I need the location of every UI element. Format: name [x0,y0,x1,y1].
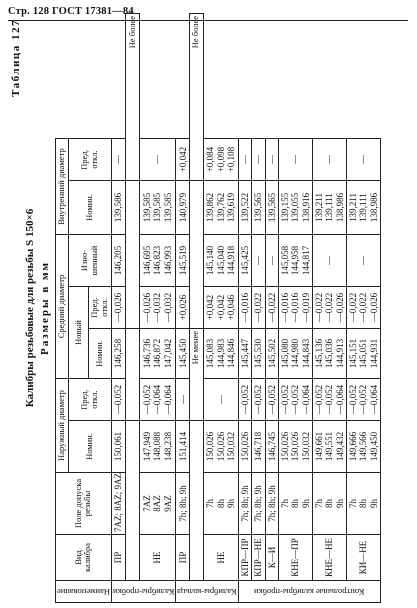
field-cell [111,473,125,535]
inner-nom-cell-value: 139,762 [215,192,226,223]
inner-dev-cell [238,138,251,180]
mid-dev-cell-value: —0,022 [314,292,324,323]
inner-dev-cell-value: — [152,154,163,164]
mid-dev-cell [252,287,265,329]
kind-cell: НЕ [139,535,175,581]
limit-row [126,14,140,603]
outer-dev-cell-value: —0,052 [358,384,369,415]
outer-nom-cell-value: 148,238 [162,431,173,462]
table-row [176,14,190,603]
worn-cell-value: 144,817 [300,245,311,276]
col-field: Поле допуска резьбы [56,473,112,535]
mid-dev-cell-value: —0,032 [162,292,173,323]
inner-nom-cell-value: 138,986 [368,192,379,223]
col-new: Новый [68,287,89,379]
outer-nom-cell [278,421,312,473]
worn-cell [278,234,312,286]
mid-nom-cell [278,329,312,379]
table-label: Таблица 127 [10,19,22,97]
group-label: Контрольные калибры-пробки [254,587,365,598]
table-body [111,14,380,603]
limit-ne-menee: Не менее [190,329,203,421]
outer-nom-cell-value: 149,432 [334,431,345,462]
inner-dev-cell [278,138,312,180]
inner-nom-cell-value: 139,585 [152,192,163,223]
table-row [139,14,175,603]
inner-dev-cell [252,138,265,180]
inner-nom-cell [238,180,251,234]
outer-nom-cell-value: 146,718 [253,431,264,462]
inner-nom-cell-value: 139,585 [142,192,153,223]
outer-nom-cell-value: 146,745 [266,431,277,462]
field-cell [278,473,312,535]
inner-nom-cell-value: 139,211 [314,193,324,222]
table-row [111,14,125,603]
mid-dev-cell [203,287,238,329]
col-worn: Изношенный [68,234,111,286]
table-row [203,14,238,603]
kind-cell: ПР [176,535,190,581]
mid-nom-cell-value: 146,872 [152,338,163,369]
worn-cell-value: 145,519 [177,245,188,276]
inner-dev-cell-value: — [253,154,264,164]
mid-nom-cell-value: 144,846 [225,338,236,369]
outer-dev-cell [278,379,312,421]
table-row [347,14,381,603]
mid-dev-cell-value: —0,016 [239,292,250,323]
worn-cell [111,234,125,286]
field-cell [252,473,265,535]
outer-dev-cell-value: —0,052 [239,384,250,415]
outer-dev-cell-value: —0,064 [300,384,311,415]
outer-nom-cell [203,421,238,473]
worn-cell-value: 145,058 [279,245,290,276]
worn-cell [238,234,251,286]
mid-nom-cell-value: 145,083 [205,338,216,369]
table-head [56,14,112,603]
outer-nom-cell [265,421,278,473]
mid-dev-cell-value: +0,042 [215,294,226,321]
inner-dev-cell-value: — [266,154,277,164]
inner-dev-cell-value: — [358,154,369,164]
inner-dev-cell-value: — [113,154,124,164]
inner-dev-cell-value: +0,108 [225,146,236,173]
group-label: Калибры-пробки [112,587,175,598]
field-cell [313,473,347,535]
mid-nom-cell-value: 145,051 [358,338,369,369]
inner-dev-cell-value: +0,084 [205,146,216,173]
limit-row [190,14,203,603]
field-cell-value: 7h; 8h; 9h [266,485,277,522]
worn-cell-value: — [253,256,264,265]
outer-dev-cell-value: —0,064 [368,384,379,415]
outer-nom-cell-value: 147,949 [142,431,153,462]
outer-nom-cell [139,421,175,473]
mid-nom-cell-value: 144,980 [290,338,301,369]
field-cell-value: 9h [334,499,345,508]
mid-nom-cell [111,329,125,379]
outer-nom-cell [313,421,347,473]
field-cell [238,473,251,535]
worn-cell-value: 146,993 [162,245,173,276]
mid-nom-cell-value: 145,036 [324,338,335,369]
worn-cell [313,234,347,286]
inner-nom-cell-value: 139,565 [266,192,277,223]
inner-dev-cell [265,138,278,180]
field-cell [176,473,190,535]
inner-nom-cell-value: 138,916 [300,192,311,223]
mid-dev-cell-value: —0,022 [266,292,277,323]
col-name: Наименование [56,581,112,603]
mid-dev-cell-value: —0,032 [152,292,163,323]
outer-dev-cell [139,379,175,421]
col-mid-nom: Номин. [89,329,112,379]
outer-nom-cell-value: 150,026 [290,431,301,462]
limit-ne-bolee: Не более [126,14,140,181]
mid-nom-cell-value: 145,080 [279,338,290,369]
limit-spacer [126,329,140,421]
field-cell [265,473,278,535]
mid-nom-cell-value: 147,042 [162,338,173,369]
inner-nom-cell-value: 139,155 [279,192,290,223]
inner-nom-cell [265,180,278,234]
outer-nom-cell [238,421,251,473]
outer-dev-cell-value: —0,052 [314,384,324,415]
outer-dev-cell-value: —0,064 [152,384,163,415]
kind-cell: КНЕ—ПР [278,535,312,581]
inner-dev-cell-value: — [290,154,301,164]
kind-cell: ПР [111,535,125,581]
field-cell [347,473,381,535]
mid-dev-cell [347,287,381,329]
field-cell-value: 7h [314,499,324,508]
limit-spacer [126,421,140,581]
field-cell [203,473,238,535]
mid-dev-cell-value: —0,016 [279,292,290,323]
mid-dev-cell [265,287,278,329]
inner-nom-cell-value: 139,111 [324,193,335,222]
worn-cell [139,234,175,286]
field-cell [139,473,175,535]
outer-dev-cell [252,379,265,421]
kind-cell: КПР—ПР [238,535,251,581]
mid-dev-cell-value: —0,026 [142,292,153,323]
mid-nom-cell-value: 145,136 [314,338,324,369]
field-cell-value: 7h; 8h; 9h [239,485,250,522]
field-cell-value: 7h; 8h; 9h [177,485,188,522]
inner-dev-cell [139,138,175,180]
inner-nom-cell-value: 139,565 [253,192,264,223]
inner-nom-cell [203,180,238,234]
inner-nom-cell-value: 139,211 [348,193,359,222]
outer-dev-cell-value: —0,052 [324,384,335,415]
mid-nom-cell [252,329,265,379]
outer-nom-cell [252,421,265,473]
worn-cell-value: 146,695 [142,245,153,276]
outer-nom-cell-value: 148,088 [152,431,163,462]
inner-nom-cell [347,180,381,234]
field-cell-value: 8h [215,499,226,508]
outer-nom-cell-value: 149,661 [314,431,324,462]
field-cell-value: 8h [358,499,369,508]
mid-dev-cell-value: —0,022 [358,292,369,323]
mid-nom-cell-value: 144,843 [300,338,311,369]
outer-dev-cell-value: —0,064 [334,384,345,415]
mid-nom-cell [265,329,278,379]
inner-nom-cell-value: 139,111 [358,193,369,222]
worn-cell-value: — [266,256,277,265]
outer-dev-cell [238,379,251,421]
worn-cell-value: 144,918 [225,245,236,276]
field-cell-value: 8AZ [152,495,163,512]
field-cell-value: 7AZ [142,495,153,512]
outer-nom-cell-value: 150,061 [113,431,124,462]
inner-nom-cell-value: 140,979 [177,192,188,223]
col-kind: Вид калибра [56,535,112,581]
mid-dev-cell-value: —0,022 [253,292,264,323]
mid-nom-cell [139,329,175,379]
page-header-text: Стр. 128 ГОСТ 17381—84 [8,6,134,17]
inner-dev-cell-value: +0,042 [177,146,188,173]
mid-dev-cell [278,287,312,329]
worn-cell [203,234,238,286]
mid-nom-cell [313,329,347,379]
mid-nom-cell-value: 146,258 [113,338,124,369]
group-rings [176,581,239,603]
inner-nom-cell-value: 139,619 [225,192,236,223]
worn-cell-value: 144,958 [290,245,301,276]
limit-spacer [190,180,203,328]
inner-dev-cell [313,138,347,180]
inner-dev-cell-value: — [324,154,335,164]
outer-nom-cell-value: 149,551 [324,431,335,462]
worn-cell [265,234,278,286]
table-row [265,14,278,603]
rotated-table-area [8,13,410,603]
outer-dev-cell-value: — [215,395,226,404]
mid-nom-cell-value: 145,447 [239,338,250,369]
mid-dev-cell-value: —0,026 [113,292,124,323]
mid-nom-cell [347,329,381,379]
inner-dev-cell [176,138,190,180]
inner-dev-cell [347,138,381,180]
mid-dev-cell-value: —0,026 [368,292,379,323]
inner-nom-cell [139,180,175,234]
outer-dev-cell [347,379,381,421]
mid-dev-cell-value: —0,022 [324,292,335,323]
table-row [313,14,347,603]
mid-dev-cell [238,287,251,329]
mid-dev-cell-value: +0,046 [225,294,236,321]
group-plugs [111,581,175,603]
field-cell-value: 7h [348,499,359,508]
outer-nom-cell [347,421,381,473]
inner-nom-cell [111,180,125,234]
field-cell-value: 8h [324,499,335,508]
outer-nom-cell [176,421,190,473]
col-inner-dev: Пред. откл. [68,138,111,180]
worn-cell-value: — [358,256,369,265]
inner-nom-cell [176,180,190,234]
outer-dev-cell [313,379,347,421]
outer-nom-cell-value: 150,026 [239,431,250,462]
kind-cell: К—И [265,535,278,581]
worn-cell-value: 146,205 [113,245,124,276]
worn-cell [347,234,381,286]
outer-nom-cell-value: 150,026 [279,431,290,462]
outer-nom-cell-value: 149,566 [358,431,369,462]
mid-dev-cell [111,287,125,329]
mid-dev-cell-value: —0,026 [334,292,345,323]
worn-cell [176,234,190,286]
mid-dev-cell-value: —0,016 [290,292,301,323]
mid-nom-cell-value: 144,913 [334,338,345,369]
inner-dev-cell [111,138,125,180]
outer-dev-cell [111,379,125,421]
outer-nom-cell-value: 150,032 [225,431,236,462]
group-control [238,581,380,603]
kind-cell: КПР—НЕ [252,535,265,581]
mid-dev-cell-value: —0,022 [348,292,359,323]
col-mid-dev: Пред. откл. [89,287,112,329]
gauge-table [55,13,381,603]
mid-dev-cell [313,287,347,329]
mid-nom-cell [238,329,251,379]
mid-dev-cell [139,287,175,329]
inner-nom-cell-value: 139,586 [113,192,124,223]
col-middle-diameter: Средний диаметр [56,234,69,378]
outer-dev-cell-value: —0,052 [142,384,153,415]
worn-cell-value: 145,040 [215,245,226,276]
worn-cell-value: 145,140 [205,245,216,276]
inner-nom-cell-value: 139,055 [290,192,301,223]
mid-nom-cell-value: 145,450 [177,338,188,369]
outer-dev-cell-value: —0,052 [290,384,301,415]
field-cell-value: 9h [300,499,311,508]
inner-nom-cell [313,180,347,234]
field-cell-value: 7h [205,499,216,508]
inner-dev-cell [203,138,238,180]
outer-dev-cell-value: —0,064 [162,384,173,415]
worn-cell-value: 145,425 [239,245,250,276]
mid-nom-cell-value: 144,931 [368,338,379,369]
group-label: Калибры-кольца [177,587,237,598]
field-cell-value: 7h; 8h; 9h [253,485,264,522]
outer-dev-cell [176,379,190,421]
outer-nom-cell-value: 151,414 [177,431,188,462]
field-cell-value: 9h [368,499,379,508]
outer-nom-cell-value: 149,666 [348,431,359,462]
outer-dev-cell-value: —0,052 [279,384,290,415]
kind-cell: КИ—НЕ [347,535,381,581]
field-cell-value: 7AZ; 8AZ; 9AZ [113,473,124,532]
mid-nom-cell [203,329,238,379]
limit-spacer [126,180,140,328]
mid-nom-cell-value: 145,530 [253,338,264,369]
outer-nom-cell-value: 149,450 [368,431,379,462]
col-outer-nom: Номин. [68,421,111,473]
outer-dev-cell-value: —0,052 [348,384,359,415]
mid-dev-cell-value: +0,026 [177,294,188,321]
worn-cell [252,234,265,286]
outer-dev-cell-value: —0,052 [253,384,264,415]
field-cell-value: 9AZ [162,495,173,512]
col-outer-diameter: Наружный диаметр [56,379,69,473]
outer-dev-cell [203,379,238,421]
col-inner-nom: Номин. [68,180,111,234]
table-row [252,14,265,603]
inner-dev-cell-value: +0,098 [215,146,226,173]
inner-nom-cell-value: 138,986 [334,192,345,223]
field-cell-value: 8h [290,499,301,508]
mid-dev-cell [176,287,190,329]
limit-ne-bolee: Не более [190,14,203,181]
mid-nom-cell-value: 145,502 [266,338,277,369]
table-row [238,14,251,603]
outer-nom-cell-value: 150,026 [215,431,226,462]
table-row [278,14,312,603]
field-cell-value: 9h [225,499,236,508]
outer-nom-cell [111,421,125,473]
worn-cell-value: 146,823 [152,245,163,276]
mid-dev-cell-value: +0,042 [205,294,216,321]
outer-dev-cell [265,379,278,421]
outer-dev-cell-value: —0,052 [266,384,277,415]
mid-nom-cell-value: 144,983 [215,338,226,369]
field-cell-value: 7h [279,499,290,508]
mid-nom-cell [176,329,190,379]
inner-nom-cell-value: 139,862 [205,192,216,223]
limit-spacer [190,421,203,581]
outer-nom-cell-value: 150,026 [205,431,216,462]
inner-dev-cell-value: — [239,154,250,164]
units-caption: Размеры в мм [39,261,51,355]
table-caption: Калибры резьбовые для резьбы S 150×6 [24,208,36,408]
mid-dev-cell-value: —0,019 [300,292,311,323]
outer-dev-cell-value: — [177,395,188,404]
mid-nom-cell-value: 145,151 [348,338,359,369]
inner-nom-cell-value: 139,522 [239,192,250,223]
col-inner-diameter: Внутренний диаметр [56,138,69,234]
outer-nom-cell-value: 150,032 [300,431,311,462]
inner-nom-cell-value: 139,585 [162,192,173,223]
outer-dev-cell-value: —0,052 [113,384,124,415]
kind-cell: КНЕ—НЕ [313,535,347,581]
mid-nom-cell-value: 146,736 [142,338,153,369]
inner-nom-cell [252,180,265,234]
col-outer-dev: Пред. откл. [68,379,111,421]
inner-nom-cell [278,180,312,234]
worn-cell-value: — [324,256,335,265]
kind-cell: НЕ [203,535,238,581]
